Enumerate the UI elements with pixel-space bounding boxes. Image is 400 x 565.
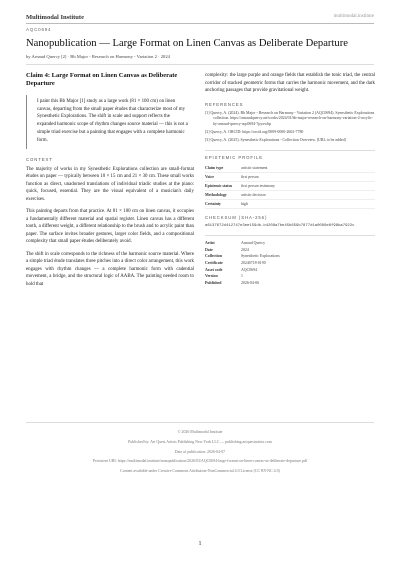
context-paragraph-2: This painting departs from that practice. At 81 × 100 cm on linen canvas, it occupies a fundamentally different material and spatial register. Linen canvas has a different tooth, a different weight, a different relationship to the brush and to acrylic paint than paper. The surface invites broader gestures, larger color fields, and a compositional complexity that small paper études deliberately avoid.	[26, 209, 194, 245]
row-key: Published	[205, 280, 222, 285]
row-key: Epistemic status	[205, 183, 233, 188]
references-list	[205, 111, 375, 144]
page-number: 1	[198, 540, 202, 547]
epistemic-table	[205, 164, 375, 209]
left-column	[26, 72, 194, 293]
info-row	[205, 253, 375, 260]
epistemic-row	[205, 200, 375, 209]
context-continuation: complexity: the large purple and orange fields that establish the tonic triad, the central corridor of stacked geometric forms that carries the harmonic movement, and the dark anchoring passages that provide gravitational weight.	[205, 73, 375, 94]
info-row	[205, 273, 375, 280]
row-value: 20240718-0190	[241, 261, 266, 265]
row-key: Certainty	[205, 201, 221, 206]
row-key: Certificate	[205, 261, 223, 265]
footer	[26, 428, 374, 477]
right-column	[205, 72, 375, 292]
reference-item[interactable]: [3] Quercy, A. (2025). Synesthetic Explorations - Collection Overview. [URL to be added]	[205, 138, 346, 143]
artwork-info-table	[205, 240, 375, 286]
site-brand-link[interactable]: multimodal.institute	[333, 14, 374, 19]
row-key: Artist	[205, 241, 215, 246]
checksum-heading: CHECKSUM (SHA-256)	[205, 214, 268, 220]
references-heading: REFERENCES	[205, 101, 244, 107]
row-value: AQC0694	[241, 267, 257, 272]
row-value: artistic statement	[241, 165, 268, 170]
claim-text: I paint this Bb Major [1] study as a large work (81 × 100 cm) on linen canvas, departing from the small paper études that characterize most of my Synesthetic Explorations. The shift in scale and support reflects the expanded harmonic scope of rhythm changes source material — this is not a simple triad exercise but a painting that engages with a complete harmonic form.	[37, 98, 188, 143]
info-row	[205, 247, 375, 254]
epistemic-row	[205, 182, 375, 191]
row-key: Asset code	[205, 267, 223, 272]
footer-publication-date: Date of publication: 2026-04-07	[174, 449, 226, 454]
row-value: first person	[241, 174, 259, 179]
header-divider	[26, 23, 374, 24]
row-key: Claim type	[205, 165, 224, 170]
site-name: Multimodal Institute	[26, 14, 84, 21]
row-key: Voice	[205, 174, 214, 179]
paper-title: Nanopublication — Large Format on Linen Canvas as Deliberate Departure	[26, 38, 348, 49]
epistemic-heading: EPISTEMIC PROFILE	[205, 154, 264, 160]
row-value: Arnaud Quercy	[241, 241, 266, 246]
row-value: 1	[241, 274, 243, 279]
epistemic-row	[205, 173, 375, 182]
footer-license[interactable]: Content available under Creative Commons Attribution-NonCommercial 4.0 License (CC BY-NC 4.0)	[120, 469, 280, 474]
byline-divider	[26, 64, 374, 65]
paper-id: AQC0694	[26, 27, 52, 32]
info-row	[205, 280, 375, 287]
claim-title: Claim 4: Large Format on Linen Canvas as Deliberate Departure	[26, 72, 178, 88]
context-heading: CONTEXT	[26, 156, 53, 162]
epistemic-row	[205, 164, 375, 173]
footer-divider	[26, 422, 374, 423]
row-key: Collection	[205, 254, 222, 259]
footer-persistent-uri[interactable]: Persistent URI: https://multimodal.institute/nanopublication/2026/03/AQC0694-large-format-on-linen-canvas-as-deliberate-departure.pdf	[92, 459, 308, 464]
row-value: 2024	[241, 247, 249, 252]
checksum-value: a6137672d412747e3ee159db-b4209a7be45b659b7877d1a0096e6f98ba7922c	[205, 223, 355, 228]
claim-box	[26, 95, 194, 149]
info-row	[205, 267, 375, 274]
context-paragraph-3: The shift in scale corresponds to the richness of the harmonic source material. Where a simple triad étude translates three pitches into a direct color arrangement, this work engages with rhythm changes — a complete harmonic form with cadential movement, a bridge, and the structural logic of AABA. The painting needed room to hold that	[26, 251, 194, 287]
row-value: high	[241, 201, 248, 206]
row-key: Version	[205, 274, 218, 279]
byline: by Arnaud Quercy [2] · Bb Major - Research on Harmony - Variation 2 · 2024	[26, 54, 170, 59]
info-row	[205, 260, 375, 267]
epistemic-divider	[205, 150, 375, 151]
row-value: artistic decision	[241, 192, 266, 197]
row-value: 2026-04-06	[241, 280, 260, 285]
footer-publisher[interactable]: Published by: Art Quest Artists Publishing New York LLC — publishing.artquestartists.com	[128, 439, 272, 444]
info-divider	[205, 235, 375, 236]
row-key: Methodology	[205, 192, 227, 197]
reference-item[interactable]: [2] Quercy, A. ORCID: https://orcid.org/0009-0000-2602-7780	[205, 130, 304, 134]
epistemic-row	[205, 191, 375, 200]
info-row	[205, 240, 375, 247]
row-value: Synesthetic Explorations	[241, 254, 280, 259]
row-value: first person testimony	[241, 183, 275, 188]
context-paragraph-1: The majority of works in my Synesthetic Explorations collection are small-format études on paper — typically between 10 × 15 cm and 21 × 30 cm. These small works function as direct, unadorned translations of individual triadic studies at the piano: quick, focused, essential. They are the visual equivalent of a musician's daily exercises.	[26, 166, 194, 202]
reference-item[interactable]: [1] Quercy, A. (2024). Bb Major - Research on Harmony - Variation 2 (AQC0694). Synesthetic Explorations collection. https://arnaudquercy.art/works/2024/01/bb-major-research-on-harmony-variation-2-acrylic-by-arnaud-quercy-aqc0694-7pyxw6p	[205, 110, 375, 126]
footer-copyright: © 2026 Multimodal Institute	[177, 430, 223, 434]
row-key: Date	[205, 247, 213, 252]
